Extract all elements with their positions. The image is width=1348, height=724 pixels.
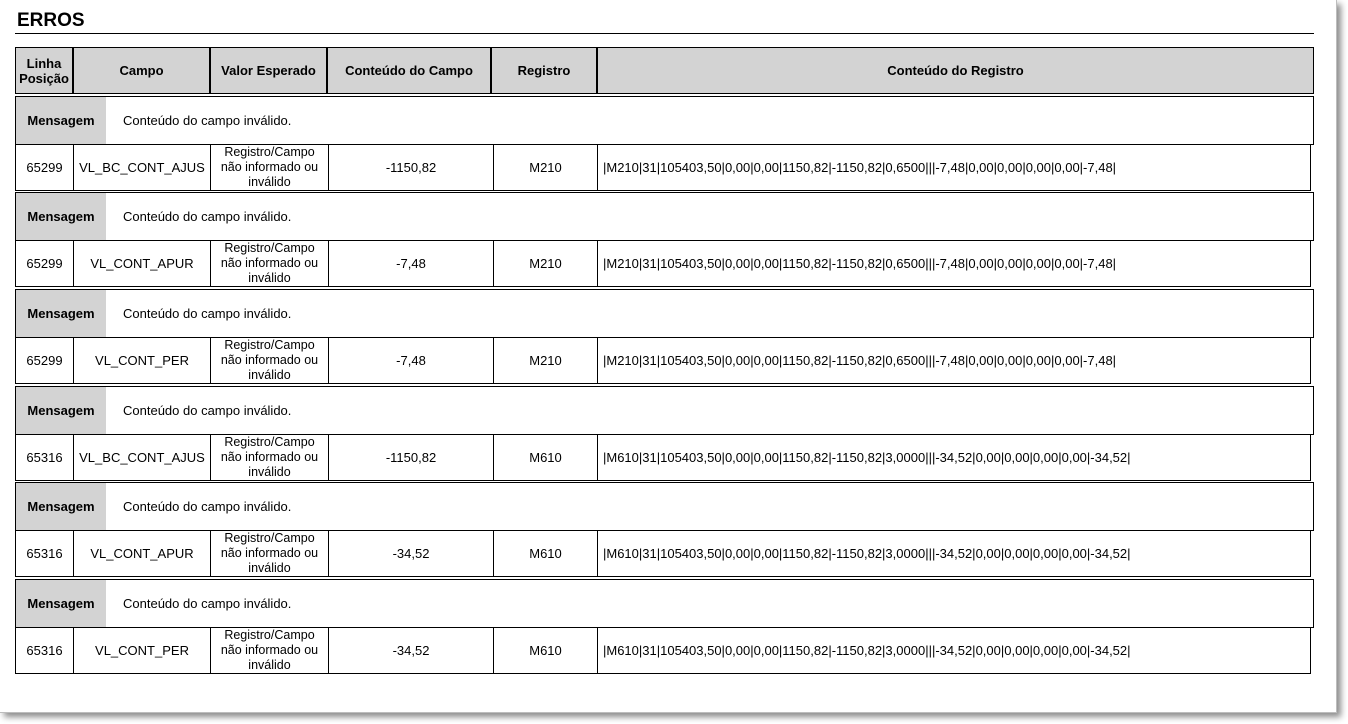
message-text: Conteúdo do campo inválido. <box>123 306 292 321</box>
cell-valor-esperado: Registro/Campo não informado ou inválido <box>211 338 329 383</box>
message-row <box>15 579 1314 628</box>
cell-conteudo-registro: |M210|31|105403,50|0,00|0,00|1150,82|-1150,82|0,6500|||-7,48|0,00|0,00|0,00|0,00|-7,48| <box>603 256 1117 271</box>
cell-valor-esperado: Registro/Campo não informado ou inválido <box>211 628 329 673</box>
message-label: Mensagem <box>16 97 106 144</box>
cell-conteudo-registro: |M610|31|105403,50|0,00|0,00|1150,82|-1150,82|3,0000|||-34,52|0,00|0,00|0,00|0,00|-34,52| <box>603 643 1131 658</box>
message-text: Conteúdo do campo inválido. <box>123 113 292 128</box>
message-label: Mensagem <box>16 290 106 337</box>
cell-conteudo-campo: -34,52 <box>329 531 494 576</box>
cell-conteudo-campo: -1150,82 <box>329 435 494 480</box>
error-entry <box>15 192 1314 288</box>
cell-linha: 65299 <box>16 241 74 286</box>
table-row <box>15 628 1311 674</box>
cell-linha: 65316 <box>16 531 74 576</box>
table-header <box>15 47 1314 94</box>
header-conteudo-registro: Conteúdo do Registro <box>887 63 1024 78</box>
table-row <box>15 145 1311 191</box>
cell-conteudo-registro: |M210|31|105403,50|0,00|0,00|1150,82|-1150,82|0,6500|||-7,48|0,00|0,00|0,00|0,00|-7,48| <box>603 160 1117 175</box>
error-entry <box>15 579 1314 675</box>
table-row <box>15 531 1311 577</box>
cell-registro: M610 <box>494 531 598 576</box>
message-text: Conteúdo do campo inválido. <box>123 499 292 514</box>
message-text: Conteúdo do campo inválido. <box>123 596 292 611</box>
cell-conteudo-registro: |M610|31|105403,50|0,00|0,00|1150,82|-1150,82|3,0000|||-34,52|0,00|0,00|0,00|0,00|-34,52| <box>603 450 1131 465</box>
header-valor-esperado: Valor Esperado <box>211 48 328 93</box>
cell-campo: VL_BC_CONT_AJUS <box>74 435 211 480</box>
title-divider <box>15 33 1314 34</box>
table-row <box>15 241 1311 287</box>
cell-valor-esperado: Registro/Campo não informado ou inválido <box>211 531 329 576</box>
cell-campo: VL_CONT_PER <box>74 628 211 673</box>
cell-conteudo-campo: -1150,82 <box>329 145 494 190</box>
header-registro: Registro <box>492 48 598 93</box>
cell-campo: VL_CONT_PER <box>74 338 211 383</box>
message-label: Mensagem <box>16 580 106 627</box>
cell-campo: VL_CONT_APUR <box>74 531 211 576</box>
message-label: Mensagem <box>16 483 106 530</box>
page-title: ERROS <box>17 10 85 31</box>
error-entry <box>15 386 1314 482</box>
cell-conteudo-campo: -7,48 <box>329 241 494 286</box>
cell-registro: M210 <box>494 338 598 383</box>
cell-conteudo-campo: -7,48 <box>329 338 494 383</box>
table-row <box>15 435 1311 481</box>
header-conteudo-campo: Conteúdo do Campo <box>328 48 492 93</box>
cell-registro: M210 <box>494 145 598 190</box>
table-row <box>15 338 1311 384</box>
error-entry <box>15 289 1314 385</box>
cell-valor-esperado: Registro/Campo não informado ou inválido <box>211 241 329 286</box>
cell-linha: 65316 <box>16 628 74 673</box>
cell-valor-esperado: Registro/Campo não informado ou inválido <box>211 435 329 480</box>
cell-linha: 65299 <box>16 145 74 190</box>
cell-registro: M610 <box>494 628 598 673</box>
message-row <box>15 96 1314 145</box>
cell-conteudo-registro: |M610|31|105403,50|0,00|0,00|1150,82|-1150,82|3,0000|||-34,52|0,00|0,00|0,00|0,00|-34,52| <box>603 546 1131 561</box>
cell-campo: VL_BC_CONT_AJUS <box>74 145 211 190</box>
cell-registro: M210 <box>494 241 598 286</box>
cell-valor-esperado: Registro/Campo não informado ou inválido <box>211 145 329 190</box>
message-label: Mensagem <box>16 193 106 240</box>
message-label: Mensagem <box>16 387 106 434</box>
cell-linha: 65299 <box>16 338 74 383</box>
message-row <box>15 482 1314 531</box>
cell-conteudo-registro: |M210|31|105403,50|0,00|0,00|1150,82|-1150,82|0,6500|||-7,48|0,00|0,00|0,00|0,00|-7,48| <box>603 353 1117 368</box>
header-campo: Campo <box>74 48 211 93</box>
message-row <box>15 386 1314 435</box>
cell-campo: VL_CONT_APUR <box>74 241 211 286</box>
cell-registro: M610 <box>494 435 598 480</box>
message-row <box>15 289 1314 338</box>
message-text: Conteúdo do campo inválido. <box>123 403 292 418</box>
error-entry <box>15 96 1314 192</box>
error-entry <box>15 482 1314 578</box>
cell-linha: 65316 <box>16 435 74 480</box>
message-text: Conteúdo do campo inválido. <box>123 209 292 224</box>
cell-conteudo-campo: -34,52 <box>329 628 494 673</box>
header-linha-posicao: Linha Posição <box>16 48 74 93</box>
message-row <box>15 192 1314 241</box>
